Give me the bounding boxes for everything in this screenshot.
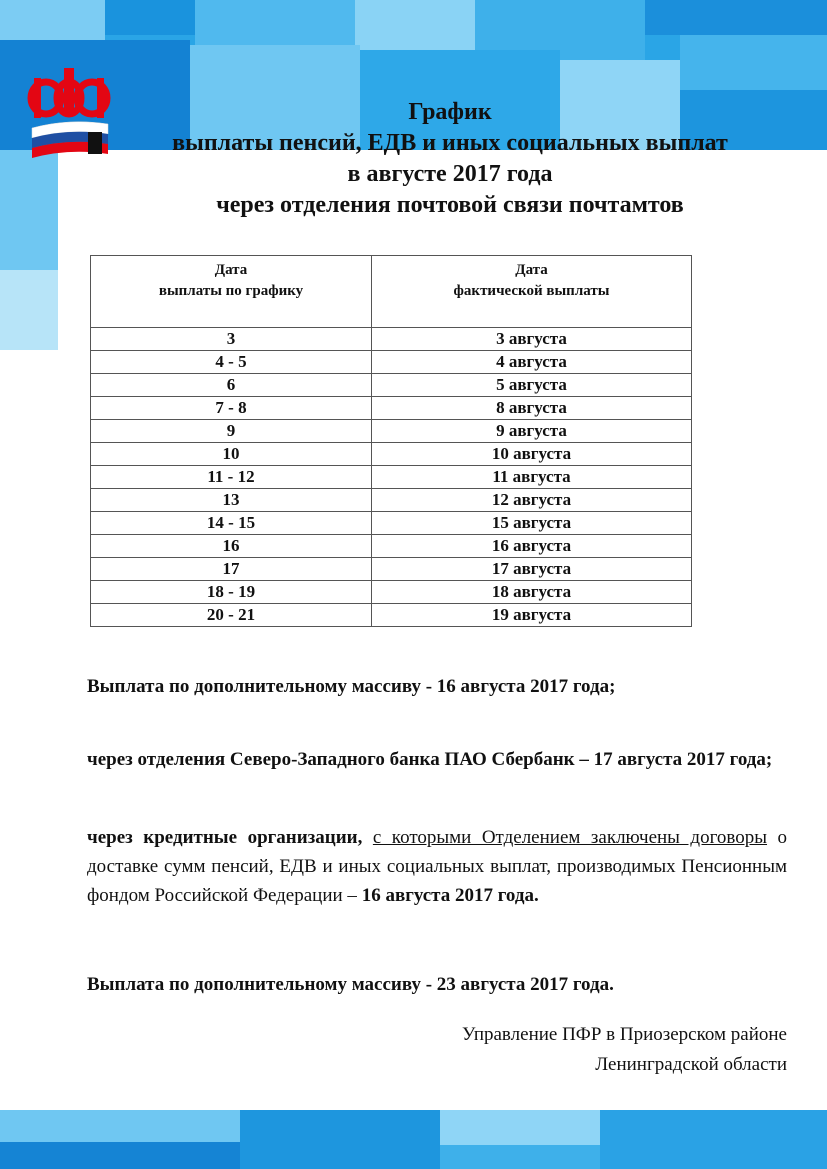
scheduled-date-cell: 17 [91,558,372,581]
actual-date-cell: 17 августа [372,558,692,581]
signature-line-1: Управление ПФР в Приозерском районе [462,1024,787,1045]
actual-date-cell: 9 августа [372,420,692,443]
credit-org-underlined: с которыми Отделением заключены договоры [372,827,768,848]
actual-date-cell: 3 августа [372,328,692,351]
actual-date-cell: 19 августа [372,604,692,627]
credit-org-date: 16 августа 2017 года. [361,885,539,906]
title-line-4: через отделения почтовой связи почтамтов [216,192,684,218]
scheduled-date-cell: 14 - 15 [91,512,372,535]
content-panel-left [0,350,60,1110]
actual-date-cell: 8 августа [372,397,692,420]
scheduled-date-cell: 10 [91,443,372,466]
actual-date-cell: 18 августа [372,581,692,604]
scheduled-date-cell: 13 [91,489,372,512]
scheduled-date-cell: 16 [91,535,372,558]
actual-date-cell: 4 августа [372,351,692,374]
extra-payment-note-2: Выплата по дополнительному массиву - 23 августа 2017 года. [87,974,614,995]
table-row [91,512,692,535]
table-row [91,558,692,581]
table-row [91,374,692,397]
table-body [91,328,692,627]
title-line-2: выплаты пенсий, ЕДВ и иных социальных выплат [172,130,728,156]
scheduled-date-cell: 6 [91,374,372,397]
table-header-row [91,256,692,328]
scheduled-date-cell: 4 - 5 [91,351,372,374]
credit-org-body: о доставке сумм пенсий, ЕДВ и иных социальных выплат, производимых Пенсионным фондом Российской Федерации – [87,827,788,906]
table-row [91,535,692,558]
table-row [91,328,692,351]
page-title [100,97,800,221]
table-row [91,443,692,466]
scheduled-date-cell: 3 [91,328,372,351]
credit-org-note [87,823,787,910]
scheduled-date-cell: 20 - 21 [91,604,372,627]
table-row [91,604,692,627]
actual-date-cell: 11 августа [372,466,692,489]
sberbank-note: через отделения Северо-Западного банка ПАО Сбербанк – 17 августа 2017 года; [87,749,773,770]
signature-line-2: Ленинградской области [595,1054,787,1075]
title-line-1: График [408,99,492,125]
table-row [91,489,692,512]
actual-date-cell: 15 августа [372,512,692,535]
table-row [91,581,692,604]
credit-org-lead: через кредитные организации, [87,827,363,848]
scheduled-date-cell: 18 - 19 [91,581,372,604]
actual-date-cell: 16 августа [372,535,692,558]
actual-date-cell: 10 августа [372,443,692,466]
title-line-3: в августе 2017 года [347,161,553,187]
table-row [91,420,692,443]
table-row [91,466,692,489]
scheduled-date-cell: 11 - 12 [91,466,372,489]
table-row [91,397,692,420]
table-row [91,351,692,374]
payment-schedule-table [90,255,692,627]
actual-date-cell: 5 августа [372,374,692,397]
signature-block [462,1020,787,1080]
scheduled-date-cell: 7 - 8 [91,397,372,420]
header-actual-date: Дата фактической выплаты [372,256,692,328]
extra-payment-note-1: Выплата по дополнительному массиву - 16 августа 2017 года; [87,676,616,697]
scheduled-date-cell: 9 [91,420,372,443]
header-scheduled-date: Дата выплаты по графику [91,256,372,328]
actual-date-cell: 12 августа [372,489,692,512]
